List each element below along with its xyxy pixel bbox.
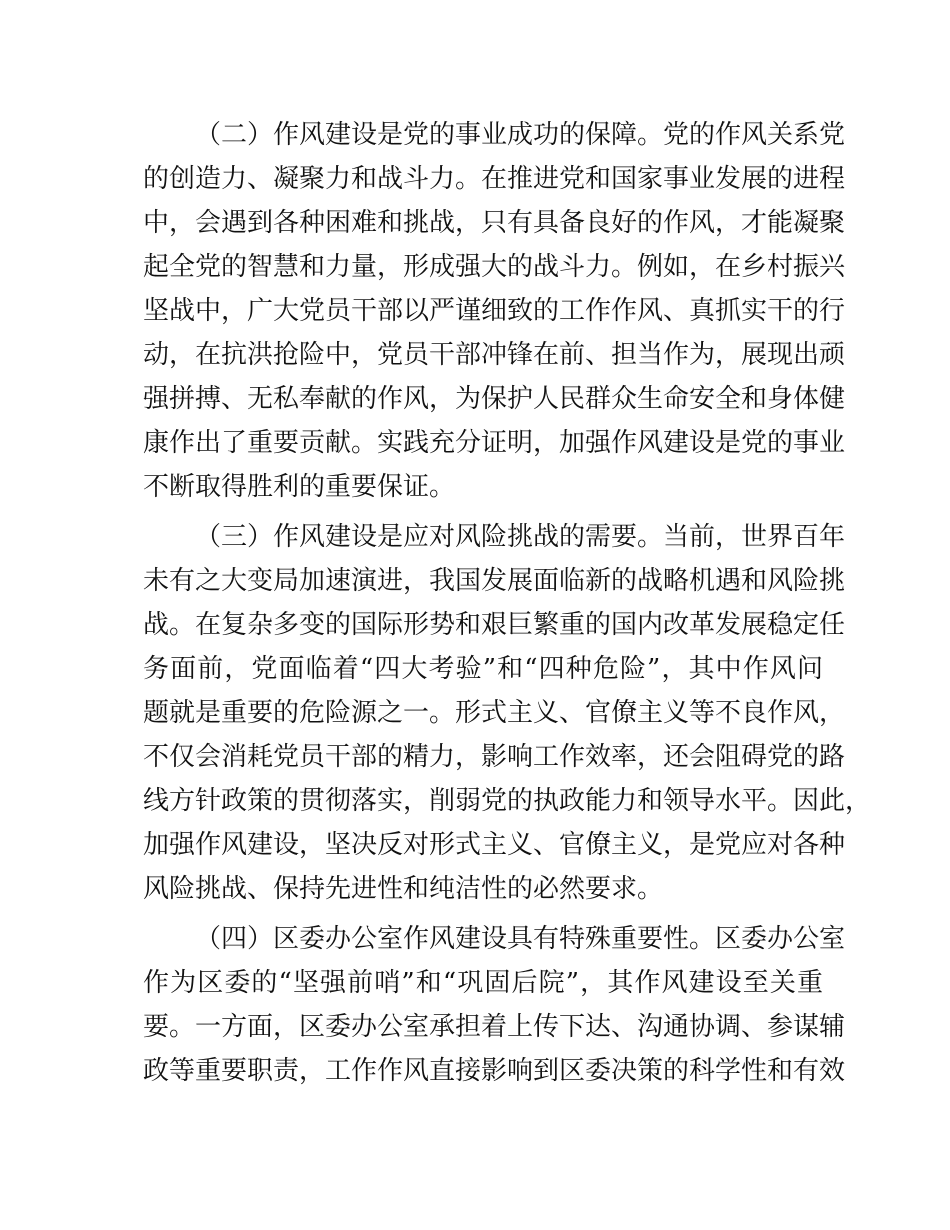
paragraph-3-line-8: 加强作风建设，坚决反对形式主义、官僚主义，是党应对各种: [143, 830, 846, 860]
paragraph-2-line-3: 中，会遇到各种困难和挑战，只有具备良好的作风，才能凝聚: [143, 208, 846, 238]
paragraph-4-line-4: 政等重要职责，工作作风直接影响到区委决策的科学性和有效: [143, 1056, 846, 1086]
paragraph-2-line-9: 不断取得胜利的重要保证。: [143, 472, 456, 502]
paragraph-3-line-9: 风险挑战、保持先进性和纯洁性的必然要求。: [143, 874, 664, 904]
paragraph-4-line-3: 要。一方面，区委办公室承担着上传下达、沟通协调、参谋辅: [143, 1012, 846, 1042]
paragraph-3-line-5: 题就是重要的危险源之一。形式主义、官僚主义等不良作风，: [143, 698, 846, 728]
paragraph-2-line-8: 康作出了重要贡献。实践充分证明，加强作风建设是党的事业: [143, 428, 846, 458]
paragraph-2-line-5: 坚战中，广大党员干部以严谨细致的工作作风、真抓实干的行: [143, 296, 846, 326]
paragraph-4-line-2: 作为区委的“坚强前哨”和“巩固后院”，其作风建设至关重: [143, 968, 823, 998]
paragraph-3-line-7: 线方针政策的贯彻落实，削弱党的执政能力和领导水平。因此，: [143, 786, 872, 816]
paragraph-2-line-4: 起全党的智慧和力量，形成强大的战斗力。例如，在乡村振兴: [143, 252, 846, 282]
paragraph-2-line-2: 的创造力、凝聚力和战斗力。在推进党和国家事业发展的进程: [143, 164, 846, 194]
paragraph-3-line-3: 战。在复杂多变的国际形势和艰巨繁重的国内改革发展稳定任: [143, 610, 846, 640]
paragraph-4-line-1: （四）区委办公室作风建设具有特殊重要性。区委办公室: [195, 924, 846, 954]
paragraph-2-line-7: 强拼搏、无私奉献的作风，为保护人民群众生命安全和身体健: [143, 384, 846, 414]
paragraph-3-line-2: 未有之大变局加速演进，我国发展面临新的战略机遇和风险挑: [143, 566, 846, 596]
paragraph-2-line-6: 动，在抗洪抢险中，党员干部冲锋在前、担当作为，展现出顽: [143, 340, 846, 370]
paragraph-3-line-4: 务面前，党面临着“四大考验”和“四种危险”，其中作风问: [143, 654, 823, 684]
paragraph-3-line-1: （三）作风建设是应对风险挑战的需要。当前，世界百年: [195, 522, 846, 552]
paragraph-2-line-1: （二）作风建设是党的事业成功的保障。党的作风关系党: [195, 120, 846, 150]
paragraph-3-line-6: 不仅会消耗党员干部的精力，影响工作效率，还会阻碍党的路: [143, 742, 846, 772]
